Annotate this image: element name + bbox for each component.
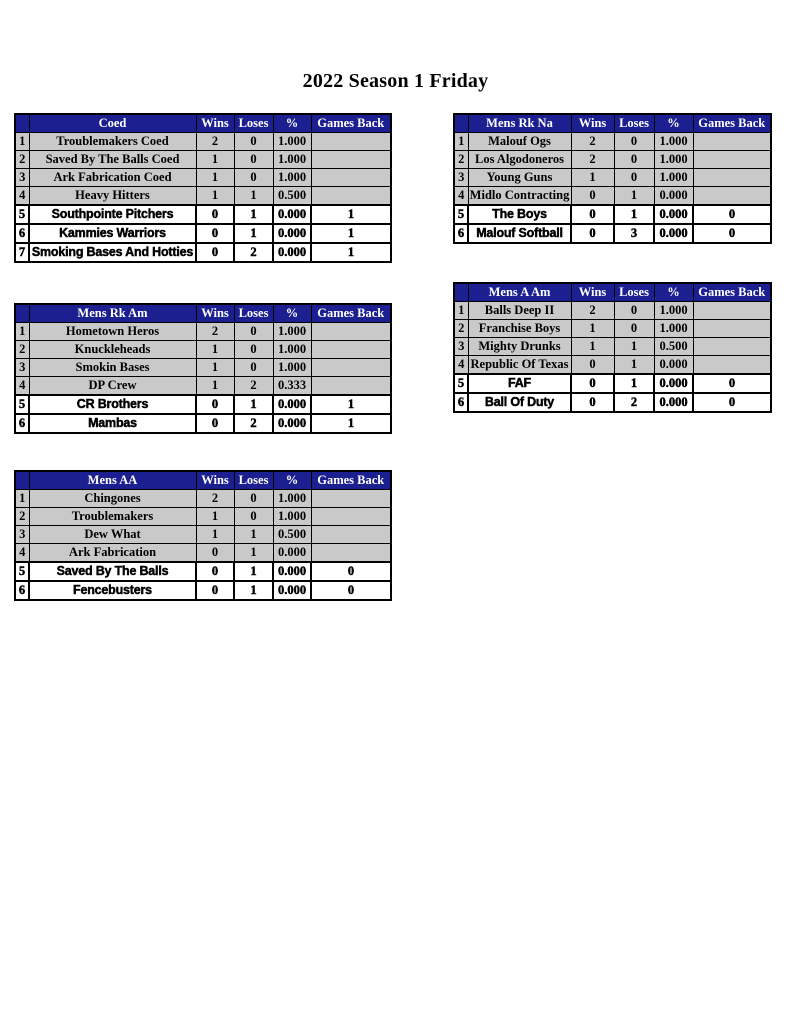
- games-back-cell: [311, 359, 391, 377]
- loses-cell: 1: [234, 205, 273, 224]
- table-row: [454, 338, 771, 356]
- wins-cell: 0: [196, 562, 234, 581]
- wins-cell: 0: [196, 544, 234, 563]
- pct-cell: 0.000: [654, 224, 693, 243]
- standings-table-mens-aa: [14, 470, 392, 601]
- team-name-cell: Knuckleheads: [29, 341, 196, 359]
- pct-cell: 0.000: [654, 205, 693, 224]
- rank-cell: 1: [15, 323, 29, 341]
- table-row: [15, 395, 391, 414]
- games-back-cell: [311, 526, 391, 544]
- rank-cell: 2: [454, 151, 468, 169]
- wins-cell: 0: [196, 224, 234, 243]
- games-back-cell: [311, 508, 391, 526]
- pct-cell: 0.000: [654, 356, 693, 375]
- games-back-cell: 1: [311, 395, 391, 414]
- loses-cell: 3: [614, 224, 654, 243]
- rank-cell: 6: [15, 414, 29, 433]
- wins-cell: 1: [196, 359, 234, 377]
- loses-cell: 0: [234, 169, 273, 187]
- team-name-cell: Malouf Softball: [468, 224, 571, 243]
- wins-cell: 1: [196, 508, 234, 526]
- rank-cell: 1: [454, 302, 468, 320]
- table-row: [15, 508, 391, 526]
- pct-cell: 0.333: [273, 377, 311, 396]
- pct-cell: 1.000: [273, 490, 311, 508]
- standings-table-mens-rk-am: [14, 303, 392, 434]
- header-row: [15, 114, 391, 133]
- rank-cell: 4: [15, 187, 29, 206]
- team-name-cell: Republic Of Texas: [468, 356, 571, 375]
- table-row: [454, 302, 771, 320]
- column-header-pct: %: [273, 304, 311, 323]
- pct-cell: 0.000: [273, 562, 311, 581]
- table-row: [15, 562, 391, 581]
- pct-cell: 1.000: [654, 169, 693, 187]
- column-header-games-back: Games Back: [693, 283, 771, 302]
- league-header: Mens AA: [29, 471, 196, 490]
- table-row: [454, 169, 771, 187]
- wins-cell: 1: [571, 338, 614, 356]
- loses-cell: 0: [234, 341, 273, 359]
- games-back-cell: 0: [311, 562, 391, 581]
- loses-cell: 1: [234, 526, 273, 544]
- team-name-cell: Franchise Boys: [468, 320, 571, 338]
- table-row: [454, 224, 771, 243]
- column-header-pct: %: [273, 471, 311, 490]
- column-header-wins: Wins: [571, 283, 614, 302]
- rank-cell: 6: [15, 581, 29, 600]
- loses-cell: 0: [614, 320, 654, 338]
- pct-cell: 0.500: [273, 526, 311, 544]
- rank-cell: 1: [454, 133, 468, 151]
- team-name-cell: Malouf Ogs: [468, 133, 571, 151]
- wins-cell: 1: [196, 526, 234, 544]
- games-back-cell: [311, 490, 391, 508]
- wins-cell: 1: [196, 341, 234, 359]
- column-header-games-back: Games Back: [311, 471, 391, 490]
- rank-cell: 3: [15, 359, 29, 377]
- column-header-wins: Wins: [571, 114, 614, 133]
- table-row: [15, 205, 391, 224]
- team-name-cell: Troublemakers: [29, 508, 196, 526]
- wins-cell: 2: [196, 323, 234, 341]
- loses-cell: 1: [614, 374, 654, 393]
- wins-cell: 1: [571, 169, 614, 187]
- wins-cell: 2: [571, 133, 614, 151]
- loses-cell: 1: [614, 338, 654, 356]
- wins-cell: 0: [196, 414, 234, 433]
- table-row: [454, 187, 771, 206]
- loses-cell: 0: [234, 359, 273, 377]
- wins-cell: 1: [571, 320, 614, 338]
- team-name-cell: Smoking Bases And Hotties: [29, 243, 196, 262]
- games-back-cell: 0: [693, 205, 771, 224]
- wins-cell: 0: [196, 205, 234, 224]
- rank-cell: 3: [15, 169, 29, 187]
- games-back-cell: [311, 377, 391, 396]
- column-header-loses: Loses: [234, 471, 273, 490]
- games-back-cell: [693, 338, 771, 356]
- team-name-cell: Saved By The Balls: [29, 562, 196, 581]
- column-header-loses: Loses: [234, 114, 273, 133]
- games-back-cell: [693, 302, 771, 320]
- pct-cell: 1.000: [654, 302, 693, 320]
- table-row: [15, 581, 391, 600]
- team-name-cell: Troublemakers Coed: [29, 133, 196, 151]
- games-back-cell: [311, 544, 391, 563]
- pct-cell: 0.500: [654, 338, 693, 356]
- column-header-games-back: Games Back: [693, 114, 771, 133]
- wins-cell: 1: [196, 151, 234, 169]
- rank-cell: 5: [15, 395, 29, 414]
- corner-cell: [454, 283, 468, 302]
- rank-cell: 5: [454, 205, 468, 224]
- pct-cell: 1.000: [654, 133, 693, 151]
- loses-cell: 0: [234, 323, 273, 341]
- rank-cell: 1: [15, 490, 29, 508]
- table-row: [454, 151, 771, 169]
- loses-cell: 0: [234, 508, 273, 526]
- rank-cell: 2: [454, 320, 468, 338]
- table-row: [454, 205, 771, 224]
- rank-cell: 2: [15, 341, 29, 359]
- table-row: [15, 133, 391, 151]
- table-row: [15, 187, 391, 206]
- rank-cell: 3: [454, 338, 468, 356]
- header-row: [15, 471, 391, 490]
- rank-cell: 3: [15, 526, 29, 544]
- table-row: [15, 151, 391, 169]
- pct-cell: 0.000: [273, 414, 311, 433]
- team-name-cell: Kammies Warriors: [29, 224, 196, 243]
- pct-cell: 1.000: [273, 133, 311, 151]
- loses-cell: 1: [234, 581, 273, 600]
- wins-cell: 2: [196, 133, 234, 151]
- team-name-cell: Heavy Hitters: [29, 187, 196, 206]
- team-name-cell: Ball Of Duty: [468, 393, 571, 412]
- team-name-cell: Chingones: [29, 490, 196, 508]
- column-header-pct: %: [273, 114, 311, 133]
- rank-cell: 4: [454, 187, 468, 206]
- games-back-cell: [693, 356, 771, 375]
- wins-cell: 0: [571, 374, 614, 393]
- wins-cell: 0: [196, 581, 234, 600]
- column-header-pct: %: [654, 114, 693, 133]
- rank-cell: 6: [454, 393, 468, 412]
- loses-cell: 1: [614, 187, 654, 206]
- column-header-games-back: Games Back: [311, 304, 391, 323]
- corner-cell: [15, 471, 29, 490]
- games-back-cell: [311, 341, 391, 359]
- league-header: Mens Rk Am: [29, 304, 196, 323]
- games-back-cell: [693, 151, 771, 169]
- table-row: [15, 377, 391, 396]
- games-back-cell: [311, 133, 391, 151]
- pct-cell: 1.000: [273, 359, 311, 377]
- pct-cell: 1.000: [273, 169, 311, 187]
- corner-cell: [15, 114, 29, 133]
- team-name-cell: Southpointe Pitchers: [29, 205, 196, 224]
- team-name-cell: Ark Fabrication: [29, 544, 196, 563]
- team-name-cell: Fencebusters: [29, 581, 196, 600]
- wins-cell: 2: [571, 151, 614, 169]
- pct-cell: 0.000: [273, 205, 311, 224]
- rank-cell: 7: [15, 243, 29, 262]
- team-name-cell: Saved By The Balls Coed: [29, 151, 196, 169]
- table-row: [15, 323, 391, 341]
- pct-cell: 1.000: [273, 151, 311, 169]
- table-row: [15, 169, 391, 187]
- rank-cell: 6: [15, 224, 29, 243]
- wins-cell: 0: [196, 395, 234, 414]
- column-header-loses: Loses: [614, 283, 654, 302]
- table-row: [454, 320, 771, 338]
- games-back-cell: 0: [693, 393, 771, 412]
- pct-cell: 0.500: [273, 187, 311, 206]
- pct-cell: 1.000: [273, 323, 311, 341]
- corner-cell: [15, 304, 29, 323]
- header-row: [15, 304, 391, 323]
- games-back-cell: 0: [693, 224, 771, 243]
- rank-cell: 5: [15, 205, 29, 224]
- loses-cell: 2: [234, 377, 273, 396]
- wins-cell: 0: [571, 393, 614, 412]
- wins-cell: 0: [571, 224, 614, 243]
- table-row: [15, 490, 391, 508]
- loses-cell: 1: [234, 395, 273, 414]
- team-name-cell: CR Brothers: [29, 395, 196, 414]
- rank-cell: 4: [454, 356, 468, 375]
- table-row: [15, 243, 391, 262]
- loses-cell: 1: [234, 187, 273, 206]
- games-back-cell: [693, 169, 771, 187]
- games-back-cell: [311, 323, 391, 341]
- games-back-cell: 0: [311, 581, 391, 600]
- team-name-cell: Dew What: [29, 526, 196, 544]
- team-name-cell: The Boys: [468, 205, 571, 224]
- pct-cell: 1.000: [654, 151, 693, 169]
- loses-cell: 2: [234, 414, 273, 433]
- pct-cell: 0.000: [273, 544, 311, 563]
- loses-cell: 1: [234, 544, 273, 563]
- rank-cell: 2: [15, 508, 29, 526]
- rank-cell: 6: [454, 224, 468, 243]
- wins-cell: 0: [196, 243, 234, 262]
- table-row: [454, 393, 771, 412]
- rank-cell: 5: [15, 562, 29, 581]
- loses-cell: 0: [614, 133, 654, 151]
- games-back-cell: [693, 320, 771, 338]
- table-row: [454, 133, 771, 151]
- team-name-cell: Mambas: [29, 414, 196, 433]
- games-back-cell: 1: [311, 224, 391, 243]
- games-back-cell: 1: [311, 414, 391, 433]
- loses-cell: 0: [614, 151, 654, 169]
- table-row: [15, 414, 391, 433]
- league-header: Coed: [29, 114, 196, 133]
- team-name-cell: FAF: [468, 374, 571, 393]
- wins-cell: 0: [571, 205, 614, 224]
- loses-cell: 0: [234, 490, 273, 508]
- loses-cell: 0: [614, 169, 654, 187]
- loses-cell: 2: [614, 393, 654, 412]
- pct-cell: 1.000: [654, 320, 693, 338]
- column-header-loses: Loses: [234, 304, 273, 323]
- pct-cell: 0.000: [273, 224, 311, 243]
- standings-table-coed: [14, 113, 392, 263]
- pct-cell: 1.000: [273, 341, 311, 359]
- rank-cell: 4: [15, 377, 29, 396]
- pct-cell: 0.000: [654, 187, 693, 206]
- page-title: 2022 Season 1 Friday: [302, 70, 489, 92]
- wins-cell: 1: [196, 377, 234, 396]
- team-name-cell: Mighty Drunks: [468, 338, 571, 356]
- table-row: [15, 359, 391, 377]
- games-back-cell: [311, 151, 391, 169]
- wins-cell: 2: [571, 302, 614, 320]
- team-name-cell: Ark Fabrication Coed: [29, 169, 196, 187]
- games-back-cell: 0: [693, 374, 771, 393]
- team-name-cell: Hometown Heros: [29, 323, 196, 341]
- table-row: [15, 341, 391, 359]
- header-row: [454, 114, 771, 133]
- wins-cell: 2: [196, 490, 234, 508]
- team-name-cell: Young Guns: [468, 169, 571, 187]
- column-header-wins: Wins: [196, 304, 234, 323]
- loses-cell: 0: [234, 151, 273, 169]
- loses-cell: 1: [234, 224, 273, 243]
- games-back-cell: [311, 169, 391, 187]
- loses-cell: 1: [234, 562, 273, 581]
- table-row: [15, 526, 391, 544]
- pct-cell: 1.000: [273, 508, 311, 526]
- column-header-loses: Loses: [614, 114, 654, 133]
- header-row: [454, 283, 771, 302]
- column-header-games-back: Games Back: [311, 114, 391, 133]
- games-back-cell: [693, 133, 771, 151]
- rank-cell: 1: [15, 133, 29, 151]
- team-name-cell: DP Crew: [29, 377, 196, 396]
- pct-cell: 0.000: [273, 243, 311, 262]
- wins-cell: 0: [571, 356, 614, 375]
- loses-cell: 0: [614, 302, 654, 320]
- loses-cell: 2: [234, 243, 273, 262]
- wins-cell: 1: [196, 169, 234, 187]
- league-header: Mens A Am: [468, 283, 571, 302]
- column-header-pct: %: [654, 283, 693, 302]
- team-name-cell: Balls Deep II: [468, 302, 571, 320]
- standings-table-mens-a-am: [453, 282, 772, 413]
- games-back-cell: [693, 187, 771, 206]
- rank-cell: 4: [15, 544, 29, 563]
- rank-cell: 3: [454, 169, 468, 187]
- games-back-cell: 1: [311, 205, 391, 224]
- table-row: [15, 224, 391, 243]
- team-name-cell: Midlo Contracting: [468, 187, 571, 206]
- pct-cell: 0.000: [273, 395, 311, 414]
- column-header-wins: Wins: [196, 114, 234, 133]
- column-header-wins: Wins: [196, 471, 234, 490]
- rank-cell: 5: [454, 374, 468, 393]
- team-name-cell: Los Algodoneros: [468, 151, 571, 169]
- wins-cell: 1: [196, 187, 234, 206]
- loses-cell: 0: [234, 133, 273, 151]
- league-header: Mens Rk Na: [468, 114, 571, 133]
- standings-table-mens-rk-na: [453, 113, 772, 244]
- loses-cell: 1: [614, 205, 654, 224]
- wins-cell: 0: [571, 187, 614, 206]
- table-row: [15, 544, 391, 563]
- corner-cell: [454, 114, 468, 133]
- table-row: [454, 356, 771, 375]
- loses-cell: 1: [614, 356, 654, 375]
- pct-cell: 0.000: [654, 374, 693, 393]
- games-back-cell: [311, 187, 391, 206]
- pct-cell: 0.000: [273, 581, 311, 600]
- table-row: [454, 374, 771, 393]
- team-name-cell: Smokin Bases: [29, 359, 196, 377]
- pct-cell: 0.000: [654, 393, 693, 412]
- rank-cell: 2: [15, 151, 29, 169]
- games-back-cell: 1: [311, 243, 391, 262]
